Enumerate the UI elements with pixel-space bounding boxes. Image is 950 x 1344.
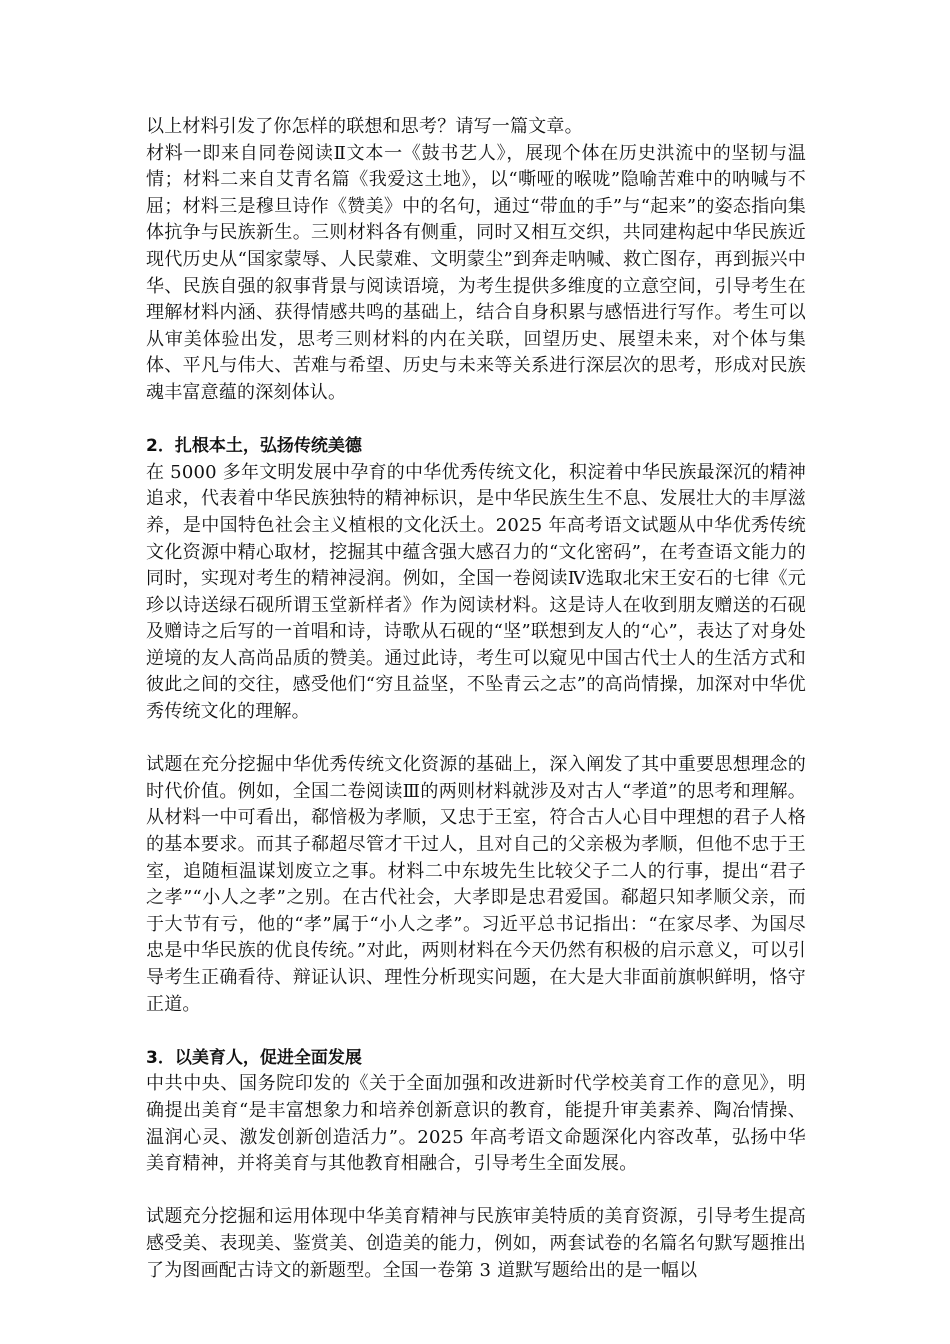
section-2-heading: 2．扎根本土，弘扬传统美德 — [146, 436, 362, 457]
section-3-heading: 3．以美育人，促进全面发展 — [146, 1047, 362, 1068]
intro-prompt: 以上材料引发了你怎样的联想和思考？请写一篇文章。 — [146, 116, 583, 137]
paragraph-spacer — [146, 1018, 806, 1045]
section-3-paragraph-1: 中共中央、国务院印发的《关于全面加强和改进新时代学校美育工作的意见》，明确提出美育“是丰富想象力和培养创新意识的教育，能提升审美素养、陶冶情操、温润心灵、激发创新创造活力”。2025 年高考语文命题深化内容改革，弘扬中华美育精神，并将美育与其他教育相融合，引导考生全面发展。 — [146, 1073, 806, 1175]
document-page — [146, 114, 806, 1284]
paragraph-spacer — [146, 726, 806, 753]
section-2-paragraph-2: 试题在充分挖掘中华优秀传统文化资源的基础上，深入阐发了其中重要思想理念的时代价值。例如，全国二卷阅读Ⅲ的两则材料就涉及对古人“孝道”的思考和理解。从材料一中可看出，郗愔极为孝顺，又忠于王室，符合古人心目中理想的君子人格的基本要求。而其子郗超尽管才干过人，且对自己的父亲极为孝顺，但他不忠于王室，追随桓温谋划废立之事。材料二中东坡先生比较父子二人的行事，提出“君子之孝”“小人之孝”之别。在古代社会，大孝即是忠君爱国。郗超只知孝顺父亲，而于大节有亏，他的“孝”属于“小人之孝”。习近平总书记指出：“在家尽孝、为国尽忠是中华民族的优良传统。”对此，两则材料在今天仍然有积极的启示意义，可以引导考生正确看待、辩证认识、理性分析现实问题，在大是大非面前旗帜鲜明，恪守正道。 — [146, 754, 806, 1015]
paragraph-spacer — [146, 1178, 806, 1205]
intro-analysis-paragraph: 材料一即来自同卷阅读Ⅱ文本一《鼓书艺人》，展现个体在历史洪流中的坚韧与温情；材料二来自艾青名篇《我爱这土地》，以“嘶哑的喉咙”隐喻苦难中的呐喊与不屈；材料三是穆旦诗作《赞美》中的名句，通过“带血的手”与“起来”的姿态指向集体抗争与民族新生。三则材料各有侧重，同时又相互交织，共同建构起中华民族近现代历史从“国家蒙辱、人民蒙难、文明蒙尘”到奔走呐喊、救亡图存，再到振兴中华、民族自强的叙事背景与阅读语境，为考生提供多维度的立意空间，引导考生在理解材料内涵、获得情感共鸣的基础上，结合自身积累与感悟进行写作。考生可以从审美体验出发，思考三则材料的内在关联，回望历史、展望未来，对个体与集体、平凡与伟大、苦难与希望、历史与未来等关系进行深层次的思考，形成对民族魂丰富意蕴的深刻体认。 — [146, 142, 806, 403]
paragraph-spacer — [146, 407, 806, 434]
section-2-paragraph-1: 在 5000 多年文明发展中孕育的中华优秀传统文化，积淀着中华民族最深沉的精神追求，代表着中华民族独特的精神标识，是中华民族生生不息、发展壮大的丰厚滋养，是中国特色社会主义植根的文化沃土。2025 年高考语文试题从中华优秀传统文化资源中精心取材，挖掘其中蕴含强大感召力的“文化密码”，在考查语文能力的同时，实现对考生的精神浸润。例如，全国一卷阅读Ⅳ选取北宋王安石的七律《元珍以诗送绿石砚所谓玉堂新样者》作为阅读材料。这是诗人在收到朋友赠送的石砚及赠诗之后写的一首唱和诗，诗歌从石砚的“坚”联想到友人的“心”，表达了对身处逆境的友人高尚品质的赞美。通过此诗，考生可以窥见中国古代士人的生活方式和彼此之间的交往，感受他们“穷且益坚，不坠青云之志”的高尚情操，加深对中华优秀传统文化的理解。 — [146, 461, 806, 723]
section-3-paragraph-2: 试题充分挖掘和运用体现中华美育精神与民族审美特质的美育资源，引导考生提高感受美、表现美、鉴赏美、创造美的能力，例如，两套试卷的名篇名句默写题推出了为图画配古诗文的新题型。全国一卷第 3 道默写题给出的是一幅以 — [146, 1206, 806, 1281]
